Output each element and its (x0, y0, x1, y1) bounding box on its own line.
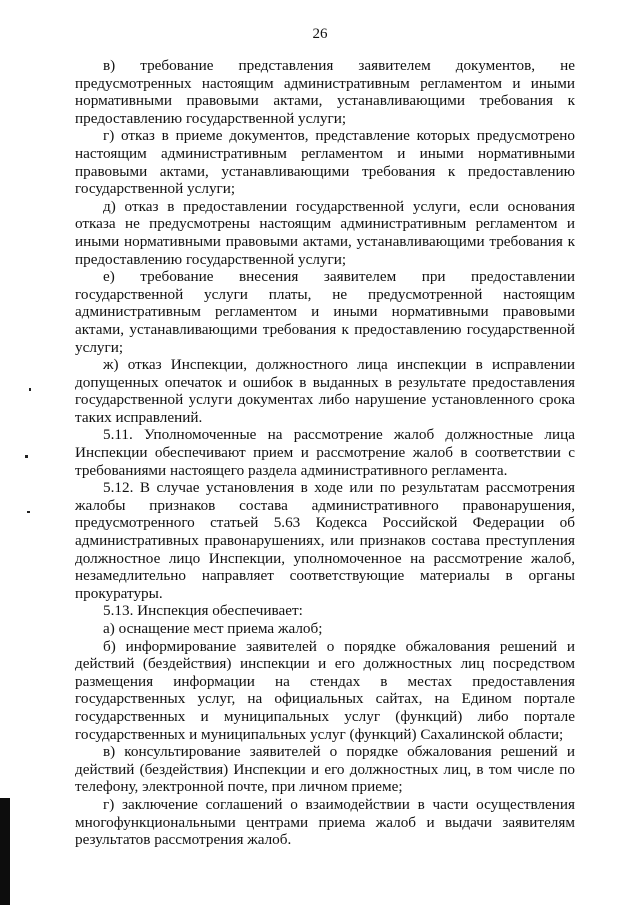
paragraph-item-d: д) отказ в предоставлении государственной услуги, если основания отказа не предусмотрены настоящим административным регламентом и иными нормативными правовыми актами, устанавливающими требования к предоставлению государственной услуги; (75, 197, 575, 268)
paragraph-item-zh: ж) отказ Инспекции, должностного лица инспекции в исправлении допущенных опечаток и ошибок в выданных в результате предоставления государственной услуги документах либо нарушение установленного срока таких исправлений. (75, 356, 575, 426)
paragraph-5-13-a: а) оснащение мест приема жалоб; (103, 620, 323, 637)
scan-speck (27, 511, 30, 513)
document-body (75, 57, 575, 849)
scan-speck (29, 388, 31, 391)
page-number: 26 (312, 26, 328, 42)
paragraph-5-12: 5.12. В случае установления в ходе или по результатам рассмотрения жалобы признаков состава административного правонарушения, предусмотренного статьей 5.63 Кодекса Российской Федерации об административных правонарушениях, или признаков состава преступления должностное лицо Инспекции, уполномоченное на рассмотрение жалоб, незамедлительно направляет соответствующие материалы в органы прокуратуры. (75, 479, 575, 602)
paragraph-5-13-g: г) заключение соглашений о взаимодействии в части осуществления многофункциональными центрами приема жалоб и выдачи заявителям результатов рассмотрения жалоб. (75, 795, 575, 849)
paragraph-5-13: 5.13. Инспекция обеспечивает: (103, 602, 303, 620)
paragraph-5-11: 5.11. Уполномоченные на рассмотрение жалоб должностные лица Инспекции обеспечивают прием и рассмотрение жалоб в соответствии с требованиями настоящего раздела административного регламента. (75, 426, 575, 479)
scan-edge-shadow (0, 798, 10, 905)
paragraph-5-13-v: в) консультирование заявителей о порядке обжалования решений и действий (бездействия) Инспекции и его должностных лиц, в том числе по телефону, электронной почте, при личном приеме; (75, 743, 575, 796)
paragraph-item-g: г) отказ в приеме документов, представление которых предусмотрено настоящим административным регламентом и иными нормативными правовыми актами, устанавливающими требования к предоставлению государственной услуги; (75, 127, 575, 198)
paragraph-item-e: е) требование внесения заявителем при предоставлении государственной услуги платы, не предусмотренной настоящим административным регламентом и иными нормативными правовыми актами, устанавливающими требования к предоставлению государственной услуги; (75, 268, 575, 356)
paragraph-item-v: в) требование представления заявителем документов, не предусмотренных настоящим административным регламентом и иными нормативными правовыми актами, устанавливающими требования к предоставлению государственной услуги; (75, 57, 575, 127)
scan-speck (25, 455, 28, 458)
paragraph-5-13-b: б) информирование заявителей о порядке обжалования решений и действий (бездействия) инспекции и его должностных лиц посредством размещения информации на стендах в местах предоставления государственных услуг, на официальных сайтах, на Едином портале государственных и муниципальных услуг (функций) либо портале государственных и муниципальных услуг (функций) Сахалинской области; (75, 637, 575, 743)
